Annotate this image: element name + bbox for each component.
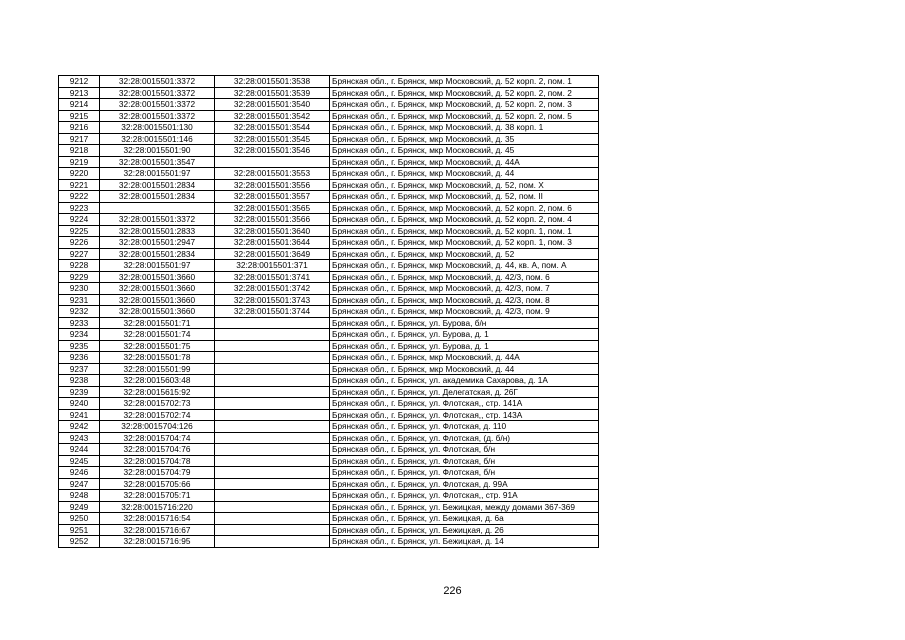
parcel-cadastral-number-cell: 32:28:0015501:71: [100, 317, 215, 329]
parcel-cadastral-number-cell: 32:28:0015501:3372: [100, 87, 215, 99]
parcel-cadastral-number-cell: 32:28:0015615:92: [100, 386, 215, 398]
row-number-cell: 9252: [59, 536, 100, 548]
row-number-cell: 9241: [59, 409, 100, 421]
object-cadastral-number-cell: [215, 409, 330, 421]
parcel-cadastral-number-cell: 32:28:0015501:3372: [100, 76, 215, 88]
row-number-cell: 9221: [59, 179, 100, 191]
table-row: [59, 398, 599, 410]
table-row: [59, 375, 599, 387]
row-number-cell: 9231: [59, 294, 100, 306]
address-cell: Брянская обл., г. Брянск, ул. Флотская,, стр. 143А: [330, 409, 599, 421]
parcel-cadastral-number-cell: 32:28:0015702:73: [100, 398, 215, 410]
table-row: [59, 122, 599, 134]
object-cadastral-number-cell: 32:28:0015501:3542: [215, 110, 330, 122]
object-cadastral-number-cell: [215, 478, 330, 490]
parcel-cadastral-number-cell: 32:28:0015704:76: [100, 444, 215, 456]
object-cadastral-number-cell: 32:28:0015501:3545: [215, 133, 330, 145]
parcel-cadastral-number-cell: 32:28:0015501:2834: [100, 248, 215, 260]
object-cadastral-number-cell: 32:28:0015501:3540: [215, 99, 330, 111]
table-row: [59, 76, 599, 88]
table-row: [59, 524, 599, 536]
table-row: [59, 329, 599, 341]
row-number-cell: 9246: [59, 467, 100, 479]
parcel-cadastral-number-cell: 32:28:0015705:71: [100, 490, 215, 502]
object-cadastral-number-cell: 32:28:0015501:3556: [215, 179, 330, 191]
row-number-cell: 9216: [59, 122, 100, 134]
parcel-cadastral-number-cell: 32:28:0015501:75: [100, 340, 215, 352]
address-cell: Брянская обл., г. Брянск, ул. Флотская, д. 99А: [330, 478, 599, 490]
object-cadastral-number-cell: [215, 363, 330, 375]
parcel-cadastral-number-cell: 32:28:0015716:67: [100, 524, 215, 536]
row-number-cell: 9250: [59, 513, 100, 525]
row-number-cell: 9232: [59, 306, 100, 318]
parcel-cadastral-number-cell: 32:28:0015704:74: [100, 432, 215, 444]
row-number-cell: 9247: [59, 478, 100, 490]
row-number-cell: 9245: [59, 455, 100, 467]
table-row: [59, 110, 599, 122]
address-cell: Брянская обл., г. Брянск, мкр Московский, д. 52 корп. 2, пом. 1: [330, 76, 599, 88]
table-row: [59, 179, 599, 191]
parcel-cadastral-number-cell: 32:28:0015501:2834: [100, 179, 215, 191]
parcel-cadastral-number-cell: 32:28:0015501:3660: [100, 294, 215, 306]
object-cadastral-number-cell: [215, 375, 330, 387]
table-row: [59, 536, 599, 548]
table-row: [59, 202, 599, 214]
object-cadastral-number-cell: 32:28:0015501:3566: [215, 214, 330, 226]
parcel-cadastral-number-cell: 32:28:0015501:3372: [100, 110, 215, 122]
row-number-cell: 9235: [59, 340, 100, 352]
address-cell: Брянская обл., г. Брянск, ул. Бежицкая, д. 14: [330, 536, 599, 548]
parcel-cadastral-number-cell: 32:28:0015716:220: [100, 501, 215, 513]
row-number-cell: 9249: [59, 501, 100, 513]
object-cadastral-number-cell: 32:28:0015501:3640: [215, 225, 330, 237]
table-row: [59, 87, 599, 99]
address-cell: Брянская обл., г. Брянск, мкр Московский, д. 44, кв. А, пом. А: [330, 260, 599, 272]
table-row: [59, 225, 599, 237]
parcel-cadastral-number-cell: 32:28:0015705:66: [100, 478, 215, 490]
address-cell: Брянская обл., г. Брянск, мкр Московский, д. 42/3, пом. 8: [330, 294, 599, 306]
object-cadastral-number-cell: [215, 501, 330, 513]
parcel-cadastral-number-cell: 32:28:0015716:54: [100, 513, 215, 525]
row-number-cell: 9239: [59, 386, 100, 398]
object-cadastral-number-cell: [215, 329, 330, 341]
row-number-cell: 9215: [59, 110, 100, 122]
object-cadastral-number-cell: 32:28:0015501:3741: [215, 271, 330, 283]
address-cell: Брянская обл., г. Брянск, ул. Делегатская, д. 26Г: [330, 386, 599, 398]
table-row: [59, 191, 599, 203]
row-number-cell: 9214: [59, 99, 100, 111]
parcel-cadastral-number-cell: 32:28:0015501:2947: [100, 237, 215, 249]
object-cadastral-number-cell: [215, 317, 330, 329]
table-row: [59, 260, 599, 272]
table-row: [59, 237, 599, 249]
object-cadastral-number-cell: [215, 513, 330, 525]
parcel-cadastral-number-cell: 32:28:0015501:3372: [100, 99, 215, 111]
row-number-cell: 9218: [59, 145, 100, 157]
row-number-cell: 9233: [59, 317, 100, 329]
address-cell: Брянская обл., г. Брянск, ул. Бежицкая, д. 6а: [330, 513, 599, 525]
object-cadastral-number-cell: 32:28:0015501:3544: [215, 122, 330, 134]
table-row: [59, 432, 599, 444]
address-cell: Брянская обл., г. Брянск, мкр Московский, д. 44А: [330, 352, 599, 364]
address-cell: Брянская обл., г. Брянск, мкр Московский, д. 44: [330, 168, 599, 180]
object-cadastral-number-cell: [215, 398, 330, 410]
address-cell: Брянская обл., г. Брянск, мкр Московский, д. 52 корп. 1, пом. 3: [330, 237, 599, 249]
parcel-cadastral-number-cell: 32:28:0015501:2833: [100, 225, 215, 237]
address-cell: Брянская обл., г. Брянск, мкр Московский, д. 52 корп. 2, пом. 6: [330, 202, 599, 214]
row-number-cell: 9242: [59, 421, 100, 433]
table-row: [59, 513, 599, 525]
parcel-cadastral-number-cell: 32:28:0015501:3660: [100, 271, 215, 283]
table-row: [59, 455, 599, 467]
address-cell: Брянская обл., г. Брянск, мкр Московский, д. 44: [330, 363, 599, 375]
address-cell: Брянская обл., г. Брянск, мкр Московский, д. 42/3, пом. 6: [330, 271, 599, 283]
table-row: [59, 294, 599, 306]
parcel-cadastral-number-cell: 32:28:0015501:74: [100, 329, 215, 341]
table-row: [59, 444, 599, 456]
table-row: [59, 421, 599, 433]
parcel-cadastral-number-cell: 32:28:0015702:74: [100, 409, 215, 421]
row-number-cell: 9238: [59, 375, 100, 387]
parcel-cadastral-number-cell: 32:28:0015501:3660: [100, 283, 215, 295]
table-row: [59, 283, 599, 295]
object-cadastral-number-cell: [215, 455, 330, 467]
table-row: [59, 133, 599, 145]
row-number-cell: 9229: [59, 271, 100, 283]
table-row: [59, 145, 599, 157]
row-number-cell: 9222: [59, 191, 100, 203]
address-cell: Брянская обл., г. Брянск, ул. Бурова, б/н: [330, 317, 599, 329]
property-table-body: [59, 76, 599, 548]
row-number-cell: 9237: [59, 363, 100, 375]
row-number-cell: 9236: [59, 352, 100, 364]
row-number-cell: 9240: [59, 398, 100, 410]
address-cell: Брянская обл., г. Брянск, ул. Флотская,, стр. 141А: [330, 398, 599, 410]
table-row: [59, 467, 599, 479]
object-cadastral-number-cell: [215, 444, 330, 456]
parcel-cadastral-number-cell: 32:28:0015501:130: [100, 122, 215, 134]
address-cell: Брянская обл., г. Брянск, мкр Московский, д. 52, пом. X: [330, 179, 599, 191]
address-cell: Брянская обл., г. Брянск, мкр Московский, д. 52, пом. II: [330, 191, 599, 203]
row-number-cell: 9223: [59, 202, 100, 214]
table-row: [59, 363, 599, 375]
row-number-cell: 9213: [59, 87, 100, 99]
object-cadastral-number-cell: [215, 386, 330, 398]
object-cadastral-number-cell: 32:28:0015501:371: [215, 260, 330, 272]
row-number-cell: 9226: [59, 237, 100, 249]
address-cell: Брянская обл., г. Брянск, ул. Флотская, (д. б/н): [330, 432, 599, 444]
object-cadastral-number-cell: 32:28:0015501:3553: [215, 168, 330, 180]
address-cell: Брянская обл., г. Брянск, мкр Московский, д. 44А: [330, 156, 599, 168]
parcel-cadastral-number-cell: 32:28:0015501:97: [100, 260, 215, 272]
object-cadastral-number-cell: 32:28:0015501:3644: [215, 237, 330, 249]
table-row: [59, 156, 599, 168]
address-cell: Брянская обл., г. Брянск, ул. Бурова, д. 1: [330, 340, 599, 352]
row-number-cell: 9244: [59, 444, 100, 456]
parcel-cadastral-number-cell: 32:28:0015716:95: [100, 536, 215, 548]
row-number-cell: 9251: [59, 524, 100, 536]
object-cadastral-number-cell: [215, 467, 330, 479]
object-cadastral-number-cell: [215, 536, 330, 548]
address-cell: Брянская обл., г. Брянск, ул. Бежицкая, д. 26: [330, 524, 599, 536]
address-cell: Брянская обл., г. Брянск, мкр Московский, д. 52 корп. 2, пом. 5: [330, 110, 599, 122]
table-row: [59, 352, 599, 364]
object-cadastral-number-cell: [215, 156, 330, 168]
table-row: [59, 386, 599, 398]
table-row: [59, 317, 599, 329]
table-row: [59, 248, 599, 260]
address-cell: Брянская обл., г. Брянск, мкр Московский, д. 52: [330, 248, 599, 260]
address-cell: Брянская обл., г. Брянск, мкр Московский, д. 42/3, пом. 9: [330, 306, 599, 318]
object-cadastral-number-cell: 32:28:0015501:3742: [215, 283, 330, 295]
object-cadastral-number-cell: 32:28:0015501:3557: [215, 191, 330, 203]
table-row: [59, 409, 599, 421]
row-number-cell: 9219: [59, 156, 100, 168]
address-cell: Брянская обл., г. Брянск, ул. Бурова, д. 1: [330, 329, 599, 341]
parcel-cadastral-number-cell: 32:28:0015501:2834: [100, 191, 215, 203]
address-cell: Брянская обл., г. Брянск, мкр Московский, д. 52 корп. 2, пом. 4: [330, 214, 599, 226]
address-cell: Брянская обл., г. Брянск, мкр Московский, д. 42/3, пом. 7: [330, 283, 599, 295]
address-cell: Брянская обл., г. Брянск, мкр Московский, д. 52 корп. 1, пом. 1: [330, 225, 599, 237]
table-row: [59, 340, 599, 352]
parcel-cadastral-number-cell: 32:28:0015501:90: [100, 145, 215, 157]
row-number-cell: 9217: [59, 133, 100, 145]
table-row: [59, 271, 599, 283]
row-number-cell: 9243: [59, 432, 100, 444]
table-row: [59, 501, 599, 513]
address-cell: Брянская обл., г. Брянск, мкр Московский, д. 38 корп. 1: [330, 122, 599, 134]
parcel-cadastral-number-cell: 32:28:0015501:3660: [100, 306, 215, 318]
parcel-cadastral-number-cell: 32:28:0015501:99: [100, 363, 215, 375]
object-cadastral-number-cell: 32:28:0015501:3743: [215, 294, 330, 306]
row-number-cell: 9230: [59, 283, 100, 295]
parcel-cadastral-number-cell: 32:28:0015704:78: [100, 455, 215, 467]
row-number-cell: 9225: [59, 225, 100, 237]
address-cell: Брянская обл., г. Брянск, ул. Флотская, б/н: [330, 467, 599, 479]
object-cadastral-number-cell: 32:28:0015501:3539: [215, 87, 330, 99]
address-cell: Брянская обл., г. Брянск, ул. академика Сахарова, д. 1А: [330, 375, 599, 387]
object-cadastral-number-cell: 32:28:0015501:3546: [215, 145, 330, 157]
object-cadastral-number-cell: 32:28:0015501:3538: [215, 76, 330, 88]
object-cadastral-number-cell: [215, 524, 330, 536]
row-number-cell: 9248: [59, 490, 100, 502]
parcel-cadastral-number-cell: 32:28:0015704:126: [100, 421, 215, 433]
address-cell: Брянская обл., г. Брянск, мкр Московский, д. 45: [330, 145, 599, 157]
table-row: [59, 99, 599, 111]
table-row: [59, 490, 599, 502]
object-cadastral-number-cell: [215, 432, 330, 444]
object-cadastral-number-cell: [215, 352, 330, 364]
table-row: [59, 306, 599, 318]
property-table: [58, 75, 599, 548]
parcel-cadastral-number-cell: 32:28:0015501:3372: [100, 214, 215, 226]
page-number: 226: [443, 585, 462, 597]
row-number-cell: 9234: [59, 329, 100, 341]
address-cell: Брянская обл., г. Брянск, мкр Московский, д. 52 корп. 2, пом. 2: [330, 87, 599, 99]
address-cell: Брянская обл., г. Брянск, ул. Флотская, б/н: [330, 455, 599, 467]
parcel-cadastral-number-cell: 32:28:0015603:48: [100, 375, 215, 387]
row-number-cell: 9227: [59, 248, 100, 260]
table-row: [59, 168, 599, 180]
address-cell: Брянская обл., г. Брянск, ул. Флотская, б/н: [330, 444, 599, 456]
parcel-cadastral-number-cell: 32:28:0015704:79: [100, 467, 215, 479]
object-cadastral-number-cell: [215, 340, 330, 352]
parcel-cadastral-number-cell: 32:28:0015501:78: [100, 352, 215, 364]
address-cell: Брянская обл., г. Брянск, мкр Московский, д. 35: [330, 133, 599, 145]
row-number-cell: 9228: [59, 260, 100, 272]
object-cadastral-number-cell: 32:28:0015501:3649: [215, 248, 330, 260]
parcel-cadastral-number-cell: 32:28:0015501:146: [100, 133, 215, 145]
object-cadastral-number-cell: 32:28:0015501:3565: [215, 202, 330, 214]
row-number-cell: 9220: [59, 168, 100, 180]
parcel-cadastral-number-cell: 32:28:0015501:3547: [100, 156, 215, 168]
object-cadastral-number-cell: 32:28:0015501:3744: [215, 306, 330, 318]
address-cell: Брянская обл., г. Брянск, ул. Флотская,, стр. 91А: [330, 490, 599, 502]
object-cadastral-number-cell: [215, 490, 330, 502]
row-number-cell: 9224: [59, 214, 100, 226]
table-row: [59, 478, 599, 490]
object-cadastral-number-cell: [215, 421, 330, 433]
parcel-cadastral-number-cell: [100, 202, 215, 214]
address-cell: Брянская обл., г. Брянск, ул. Бежицкая, между домами 367-369: [330, 501, 599, 513]
address-cell: Брянская обл., г. Брянск, мкр Московский, д. 52 корп. 2, пом. 3: [330, 99, 599, 111]
row-number-cell: 9212: [59, 76, 100, 88]
table-row: [59, 214, 599, 226]
parcel-cadastral-number-cell: 32:28:0015501:97: [100, 168, 215, 180]
address-cell: Брянская обл., г. Брянск, ул. Флотская, д. 110: [330, 421, 599, 433]
